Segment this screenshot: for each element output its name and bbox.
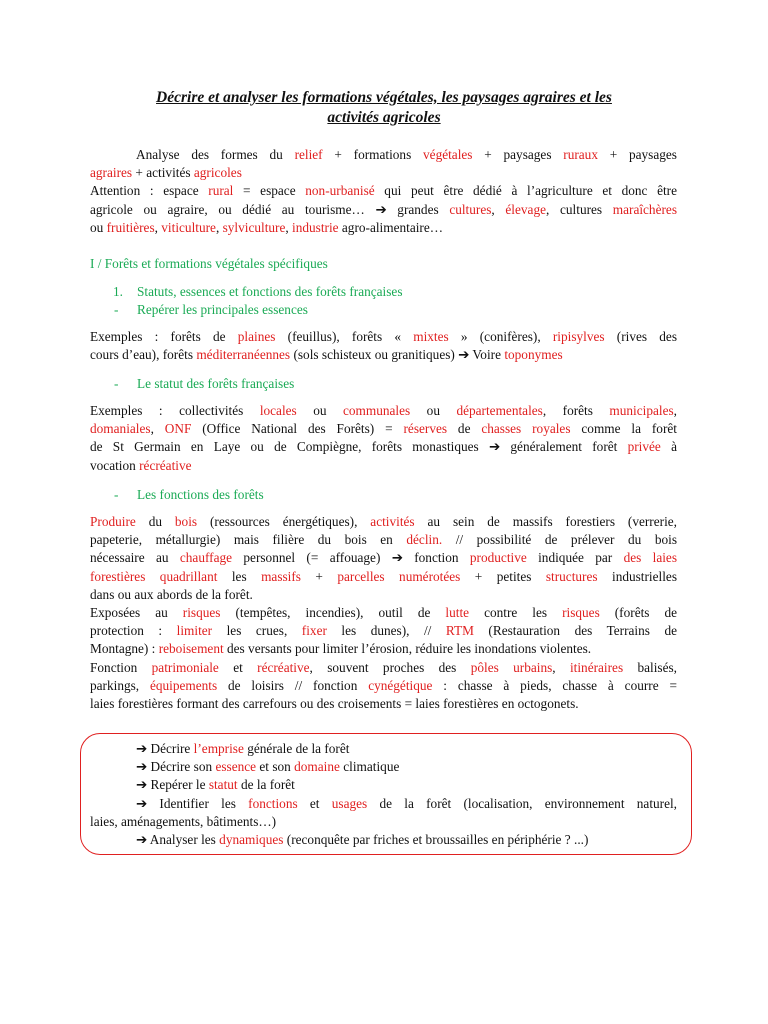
callout-item-1 xyxy=(90,740,677,758)
fn-line-3 xyxy=(90,549,677,567)
arrow-right-icon: ➔ xyxy=(458,347,470,363)
keyword: ruraux xyxy=(563,147,598,162)
keyword: réserves xyxy=(403,421,448,437)
text-run: et xyxy=(297,795,332,811)
text-run: Voire xyxy=(469,347,505,363)
keyword: l’emprise xyxy=(193,741,244,756)
arrow-right-icon: ➔ xyxy=(136,759,148,775)
keyword: massifs xyxy=(261,568,301,584)
text-run: indiquée par xyxy=(526,550,624,566)
example-statut xyxy=(90,402,677,475)
keyword: parcelles numérotées xyxy=(337,568,461,584)
text-run: protection : xyxy=(90,623,177,639)
callout-content xyxy=(90,740,677,849)
keyword: domaine xyxy=(294,759,340,775)
text-run: (sols schisteux ou granitiques) xyxy=(290,347,459,363)
keyword: ONF xyxy=(164,421,192,437)
text-run: Décrire xyxy=(147,741,194,756)
text-run: Exemples : collectivités xyxy=(90,403,260,418)
text-run: (ressources énergétiques), xyxy=(197,514,371,529)
keyword: fonctions xyxy=(248,795,298,811)
text-run: Montagne) : xyxy=(90,641,159,657)
callout-item-5 xyxy=(90,831,677,849)
text-run: générale de la forêt xyxy=(243,741,350,756)
keyword: mixtes xyxy=(413,329,449,344)
keyword: locales xyxy=(259,403,297,418)
fonctions-paragraph xyxy=(90,513,677,713)
keyword: végétales xyxy=(423,147,473,162)
keyword: dynamiques xyxy=(219,832,284,848)
text-run: , xyxy=(150,421,165,437)
arrow-right-icon: ➔ xyxy=(136,832,148,848)
keyword: des laies xyxy=(623,550,677,566)
text-run: , xyxy=(215,219,223,235)
text-run: = espace xyxy=(233,183,306,199)
text-run: nécessaire au xyxy=(90,550,180,566)
text-run: (Office National des Forêts) = xyxy=(191,421,404,437)
text-run: ou xyxy=(410,403,457,418)
subsection-essences: Repérer les principales essences xyxy=(137,302,308,317)
text-run: + formations xyxy=(322,147,424,162)
keyword: patrimoniale xyxy=(151,659,219,675)
title-line-1: Décrire et analyser les formations végétales, les paysages agraires et les xyxy=(156,89,612,106)
text-run: Exemples : forêts de xyxy=(90,329,238,344)
keyword: fixer xyxy=(301,623,327,639)
keyword: ripisylves xyxy=(552,329,605,344)
callout-item-4 xyxy=(90,795,677,813)
text-run: , xyxy=(491,201,506,217)
keyword: productive xyxy=(469,550,527,566)
keyword: structures xyxy=(545,568,598,584)
keyword: méditerranéennes xyxy=(196,347,291,363)
keyword: chauffage xyxy=(179,550,233,566)
text-run: , xyxy=(552,659,570,675)
keyword: municipales xyxy=(609,403,674,418)
text-run: (reconquête par friches et broussailles en périphérie ? ...) xyxy=(283,832,589,848)
text-run: climatique xyxy=(339,759,400,775)
text-run: contre les xyxy=(469,605,563,621)
callout-item-3 xyxy=(90,776,677,794)
intro-line-5 xyxy=(90,219,677,237)
text-run: Fonction xyxy=(90,659,152,675)
arrow-right-icon: ➔ xyxy=(136,777,148,793)
text-run: + xyxy=(300,568,338,584)
text-run: du xyxy=(135,514,175,529)
ex2-line-3 xyxy=(90,438,677,456)
text-run: agro-alimentaire… xyxy=(338,219,444,235)
text-run: les dunes), // xyxy=(326,623,446,639)
arrow-right-icon: ➔ xyxy=(391,550,403,566)
text-run: à xyxy=(660,439,677,455)
bullet-dash: - xyxy=(114,302,119,317)
text-run: et xyxy=(218,659,258,675)
text-run: ou xyxy=(296,403,343,418)
ex2-line-1 xyxy=(90,402,677,420)
keyword: récréative xyxy=(257,659,310,675)
text-run: : chasse à pieds, chasse à courre = xyxy=(432,677,677,693)
text-run: , xyxy=(673,403,677,418)
text-run: de St Germain en Laye ou de Compiègne, forêts monastiques xyxy=(90,439,489,455)
keyword: privée xyxy=(627,439,661,455)
ex1-line-2 xyxy=(90,346,677,364)
text-run: agricole ou agraire, ou dédié au tourisme… xyxy=(90,201,376,217)
intro-paragraph xyxy=(90,146,677,237)
keyword: sylviculture xyxy=(222,219,286,235)
text-run: Identifier les xyxy=(147,795,249,811)
bullet-dash: - xyxy=(114,376,119,391)
text-run: de xyxy=(447,421,482,437)
text-run: Analyse des formes du xyxy=(136,147,295,162)
keyword: cultures xyxy=(449,201,492,217)
text-run: + paysages xyxy=(597,147,677,162)
keyword: agricoles xyxy=(193,165,242,181)
text-run: généralement forêt xyxy=(500,439,628,455)
text-run: fonction xyxy=(402,550,470,566)
fn-line-5: dans ou aux abords de la forêt. xyxy=(90,586,253,602)
intro-line-4 xyxy=(90,201,677,219)
document-title xyxy=(90,88,678,128)
keyword: équipements xyxy=(149,677,218,693)
keyword: non-urbanisé xyxy=(305,183,375,199)
text-run: + petites xyxy=(460,568,546,584)
keyword: départementales xyxy=(456,403,543,418)
intro-line-2 xyxy=(90,164,677,182)
keyword: bois xyxy=(174,514,198,529)
arrow-right-icon: ➔ xyxy=(375,201,387,217)
keyword: usages xyxy=(331,795,368,811)
keyword: chasses royales xyxy=(481,421,571,437)
fn-line-1 xyxy=(90,513,677,531)
text-run: industrielles xyxy=(597,568,677,584)
ex2-line-4 xyxy=(90,457,677,475)
keyword: Produire xyxy=(90,514,136,529)
text-run: les crues, xyxy=(212,623,302,639)
text-run: grandes xyxy=(386,201,450,217)
keyword: déclin. xyxy=(406,532,443,548)
text-run: des versants pour limiter l’érosion, réduire les inondations violentes. xyxy=(223,641,592,657)
intro-line-1 xyxy=(90,146,677,164)
keyword: RTM xyxy=(445,623,474,639)
text-run: , xyxy=(285,219,293,235)
keyword: relief xyxy=(294,147,323,162)
fn-line-8 xyxy=(90,640,677,658)
text-run: , forêts xyxy=(542,403,610,418)
text-run: Attention : espace xyxy=(90,183,209,199)
keyword: rural xyxy=(208,183,234,199)
keyword: domaniales xyxy=(90,421,151,437)
fn-line-11: laies forestières formant des carrefours ou des croisements = laies forestières en octogonets. xyxy=(90,696,579,712)
keyword: communales xyxy=(342,403,411,418)
keyword: pôles urbains xyxy=(470,659,553,675)
text-run: et son xyxy=(256,759,295,775)
text-run: (tempêtes, incendies), outil de xyxy=(220,605,446,621)
subsection-title: Statuts, essences et fonctions des forêts françaises xyxy=(137,284,403,299)
text-run: » (conifères), xyxy=(448,329,553,344)
arrow-right-icon: ➔ xyxy=(488,439,501,455)
keyword: toponymes xyxy=(504,347,563,363)
fn-line-6 xyxy=(90,604,677,622)
text-run: // possibilité de prélever du bois xyxy=(442,532,678,548)
text-run: vocation xyxy=(90,457,140,473)
keyword: activités xyxy=(370,514,415,529)
keyword: limiter xyxy=(176,623,213,639)
callout-item-4-cont: laies, aménagements, bâtiments…) xyxy=(90,813,277,829)
text-run: (Restauration des Terrains de xyxy=(473,623,678,639)
example-essences xyxy=(90,328,677,364)
ex1-line-1 xyxy=(90,328,677,346)
arrow-right-icon: ➔ xyxy=(136,741,148,756)
text-run: + paysages xyxy=(472,147,564,162)
text-run: de la forêt xyxy=(237,777,295,793)
text-run: + activités xyxy=(132,165,194,181)
fn-line-10 xyxy=(90,677,677,695)
arrow-right-icon: ➔ xyxy=(136,795,148,811)
text-run: les xyxy=(217,568,262,584)
keyword: risques xyxy=(182,605,221,621)
keyword: cynégétique xyxy=(368,677,433,693)
keyword: agraires xyxy=(90,165,133,181)
fn-line-4 xyxy=(90,568,677,586)
keyword: essence xyxy=(215,759,257,775)
keyword: lutte xyxy=(445,605,470,621)
keyword: plaines xyxy=(237,329,276,344)
callout-item-2 xyxy=(90,758,677,776)
text-run: (feuillus), forêts « xyxy=(275,329,414,344)
keyword: reboisement xyxy=(158,641,224,657)
section-heading: I / Forêts et formations végétales spécifiques xyxy=(90,256,328,271)
keyword: récréative xyxy=(139,457,192,473)
subsection-fonctions: Les fonctions des forêts xyxy=(137,487,264,502)
keyword: risques xyxy=(562,605,600,621)
keyword: viticulture xyxy=(161,219,216,235)
text-run: comme la forêt xyxy=(570,421,677,437)
fn-line-2 xyxy=(90,531,677,549)
text-run: , souvent proches des xyxy=(309,659,471,675)
keyword: fruitières xyxy=(106,219,155,235)
text-run: , cultures xyxy=(546,201,613,217)
keyword: forestières quadrillant xyxy=(90,568,218,584)
bullet-dash: - xyxy=(114,487,119,502)
text-run: , xyxy=(154,219,162,235)
keyword: industrie xyxy=(292,219,339,235)
text-run: personnel (= affouage) xyxy=(232,550,392,566)
keyword: élevage xyxy=(505,201,547,217)
text-run: qui peut être dédié à l’agriculture et donc être xyxy=(374,183,678,199)
text-run: Exposées au xyxy=(90,605,183,621)
keyword: statut xyxy=(208,777,238,793)
text-run: balisés, xyxy=(623,659,678,675)
text-run: Repérer le xyxy=(147,777,209,793)
text-run: Analyser les xyxy=(147,832,220,848)
keyword: maraîchères xyxy=(612,201,677,217)
text-run: ou xyxy=(90,219,107,235)
text-run: de loisirs // fonction xyxy=(217,677,369,693)
text-run: (rives des xyxy=(604,329,677,344)
text-run: Décrire son xyxy=(147,759,216,775)
text-run: au sein de massifs forestiers (verrerie, xyxy=(414,514,677,529)
text-run: papeterie, métallurgie) mais filière du bois en xyxy=(90,532,407,548)
text-run: parkings, xyxy=(90,677,150,693)
text-run: cours d’eau), forêts xyxy=(90,347,197,363)
ex2-line-2 xyxy=(90,420,677,438)
keyword: itinéraires xyxy=(569,659,624,675)
fn-line-9 xyxy=(90,659,677,677)
text-run: (forêts de xyxy=(599,605,678,621)
subsection-number: 1. xyxy=(113,284,123,299)
fn-line-7 xyxy=(90,622,677,640)
subsection-statut: Le statut des forêts françaises xyxy=(137,376,295,391)
title-line-2: activités agricoles xyxy=(327,109,441,126)
text-run: de la forêt (localisation, environnement naturel, xyxy=(367,795,678,811)
intro-line-3 xyxy=(90,182,677,200)
